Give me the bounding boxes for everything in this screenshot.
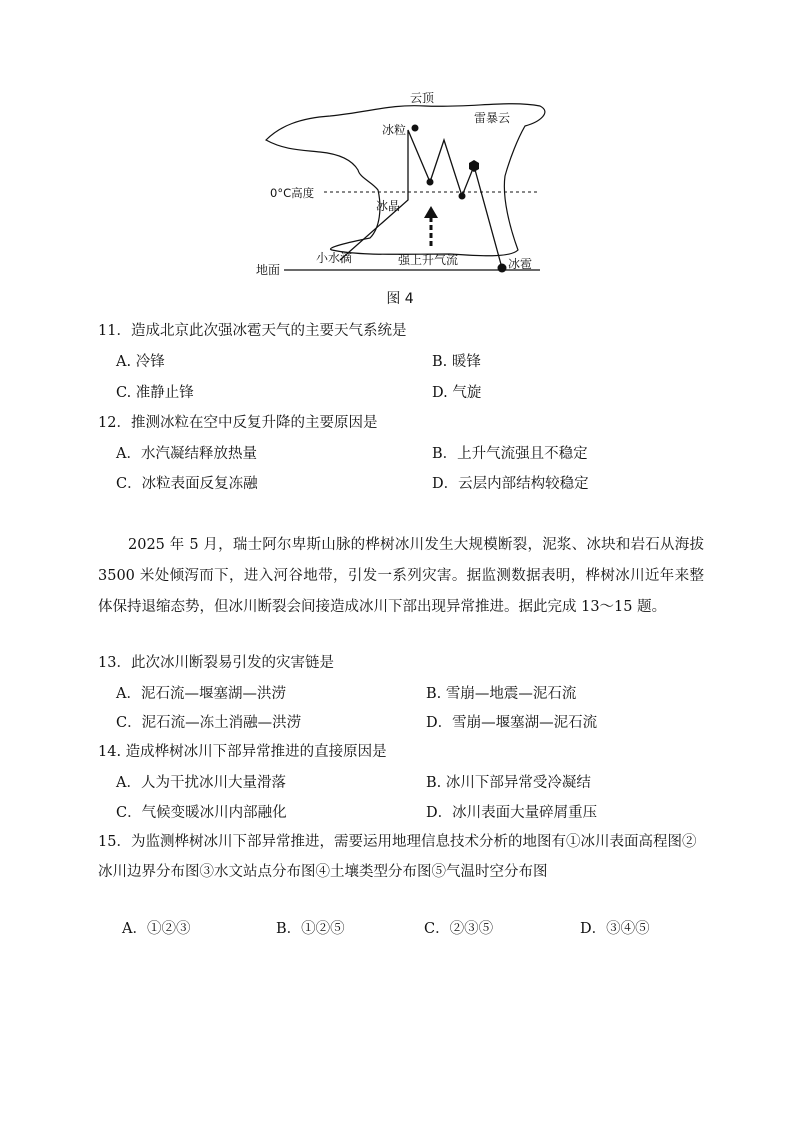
water-droplet-label: 小水滴 [316,251,353,265]
q13-option-b: B. 雪崩—地震—泥石流 [426,686,577,702]
q14-option-a: A．人为干扰冰川大量滑落 [116,775,286,791]
freezing-level-label: 0°C高度 [270,186,315,200]
q12-option-b: B．上升气流强且不稳定 [432,446,588,462]
passage-text: 2025 年 5 月，瑞士阿尔卑斯山脉的桦树冰川发生大规模断裂，泥浆、冰块和岩石从海拔 3500 米处倾泻而下，进入河谷地带，引发一系列灾害。据监测数据表明，桦树冰川近年来整体保持退缩态势，但冰川断裂会间接造成冰川下部出现异常推进。据此完成 13～15 题。 [98,537,704,615]
hail-label: 冰雹 [508,257,533,271]
growing-hail-dot [469,160,479,172]
passage-paragraph [98,530,704,623]
thundercloud-label: 雷暴云 [474,111,511,125]
q12-option-a: A．水汽凝结释放热量 [116,446,257,462]
q13-option-c: C．泥石流—冻土消融—洪涝 [116,715,302,731]
q13-option-d: D．雪崩—堰塞湖—泥石流 [426,715,598,731]
hail-dot [498,264,507,273]
q15-option-b: B．①②⑤ [276,921,345,937]
cloud-top-label: 云顶 [410,91,435,105]
q12-option-c: C．冰粒表面反复冻融 [116,476,258,492]
q14-stem: 14. 造成桦树冰川下部异常推进的直接原因是 [98,744,387,760]
updraft-arrowhead [424,206,438,218]
q14-option-d: D．冰川表面大量碎屑重压 [426,805,598,821]
ice-grain-dot [412,125,419,132]
q14-option-b: B. 冰川下部异常受冷凝结 [426,775,591,791]
q15-option-d: D．③④⑤ [580,921,650,937]
hail-diagram [240,78,560,298]
particle-dot [427,179,434,186]
particle-trajectory [340,130,502,268]
ice-grain-label: 冰粒 [382,123,407,137]
q11-option-d: D. 气旋 [432,385,482,401]
q12-option-d: D．云层内部结构较稳定 [432,476,589,492]
q14-option-c: C．气候变暖冰川内部融化 [116,805,287,821]
ice-crystal-label: 冰晶 [376,199,401,213]
figure-caption: 图 4 [386,291,414,307]
ground-label: 地面 [256,263,281,277]
particle-dot [459,193,466,200]
q12-stem: 12．推测冰粒在空中反复升降的主要原因是 [98,415,378,431]
q11-stem: 11．造成北京此次强冰雹天气的主要天气系统是 [98,323,407,339]
q15-option-c: C．②③⑤ [424,921,494,937]
q15-option-a: A．①②③ [122,921,191,937]
q15-stem: 15．为监测桦树冰川下部异常推进，需要运用地理信息技术分析的地图有①冰川表面高程图②冰川边界分布图③水文站点分布图④土壤类型分布图⑤气温时空分布图 [98,834,697,880]
q13-option-a: A．泥石流—堰塞湖—洪涝 [116,686,286,702]
q11-option-c: C. 准静止锋 [116,385,194,401]
q11-option-b: B. 暖锋 [432,354,481,370]
q13-stem: 13．此次冰川断裂易引发的灾害链是 [98,655,334,671]
q11-option-a: A. 冷锋 [116,354,165,370]
updraft-label: 强上升气流 [398,253,459,267]
